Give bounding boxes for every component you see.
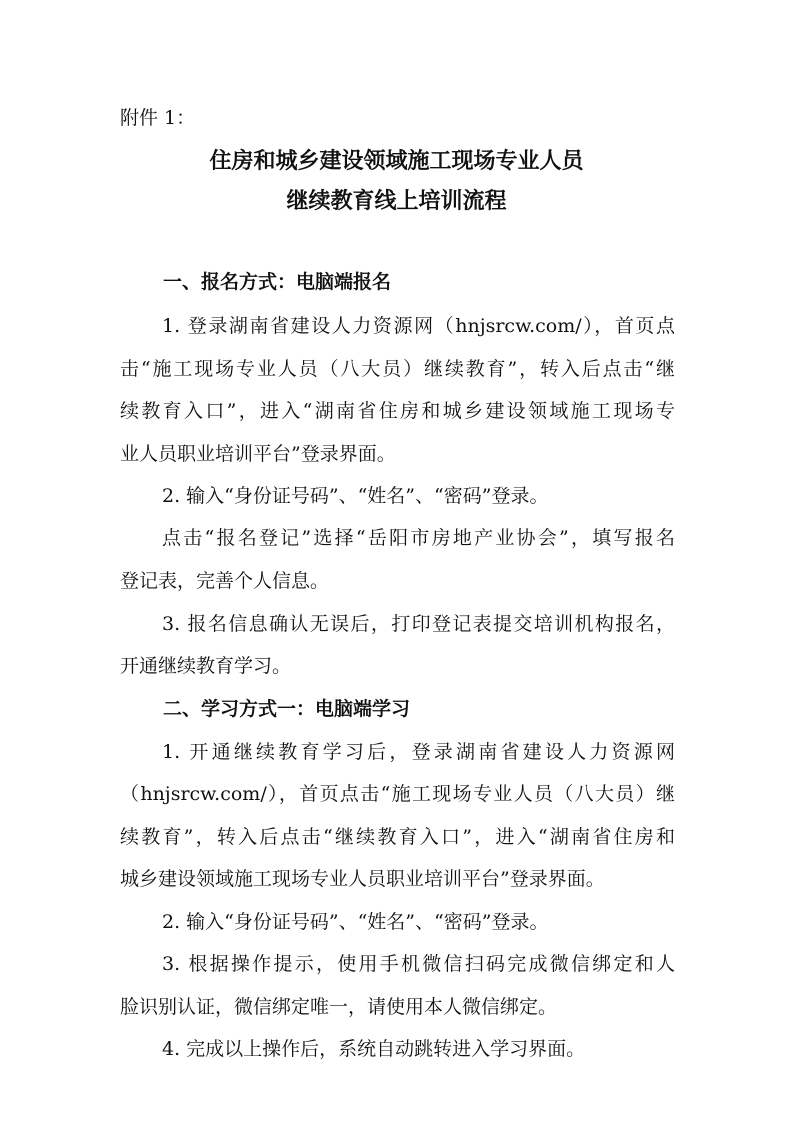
- paragraph-line: （hnjsrcw.com/），首页点击“施工现场专业人员（八大员）继: [120, 783, 675, 805]
- paragraph-line: 4. 完成以上操作后，系统自动跳转进入学习界面。: [162, 1038, 586, 1060]
- paragraph-line: 续教育”，转入后点击“继续教育入口”，进入“湖南省住房和: [120, 826, 675, 848]
- document-title-line-2: 继续教育线上培训流程: [286, 189, 507, 214]
- document-title-line-1: 住房和城乡建设领域施工现场专业人员: [209, 149, 584, 174]
- paragraph-line: 业人员职业培训平台”登录界面。: [120, 443, 396, 465]
- attachment-label: 附件 1：: [120, 107, 196, 129]
- paragraph-line: 1. 登录湖南省建设人力资源网（hnjsrcw.com/），首页点: [162, 315, 675, 337]
- paragraph-line: 开通继续教育学习。: [120, 655, 292, 677]
- paragraph-line: 3. 根据操作提示，使用手机微信扫码完成微信绑定和人: [162, 953, 675, 975]
- paragraph-line: 2. 输入“身份证号码”、“姓名”、“密码”登录。: [162, 911, 549, 933]
- paragraph-line: 点击“报名登记”选择“岳阳市房地产业协会”，填写报名: [162, 527, 675, 549]
- section-1-heading: 一、报名方式：电脑端报名: [163, 271, 392, 293]
- paragraph-line: 脸识别认证，微信绑定唯一，请使用本人微信绑定。: [120, 996, 558, 1018]
- paragraph-line: 1. 开通继续教育学习后，登录湖南省建设人力资源网: [162, 741, 675, 763]
- paragraph-line: 续教育入口”，进入“湖南省住房和城乡建设领域施工现场专: [120, 400, 675, 422]
- paragraph-line: 城乡建设领域施工现场专业人员职业培训平台”登录界面。: [120, 868, 605, 890]
- section-2-heading: 二、学习方式一：电脑端学习: [163, 698, 411, 720]
- paragraph-line: 2. 输入“身份证号码”、“姓名”、“密码”登录。: [162, 485, 549, 507]
- paragraph-line: 登记表，完善个人信息。: [120, 570, 330, 592]
- paragraph-line: 击“施工现场专业人员（八大员）继续教育”，转入后点击“继: [120, 358, 675, 380]
- paragraph-line: 3. 报名信息确认无误后，打印登记表提交培训机构报名，: [162, 613, 675, 635]
